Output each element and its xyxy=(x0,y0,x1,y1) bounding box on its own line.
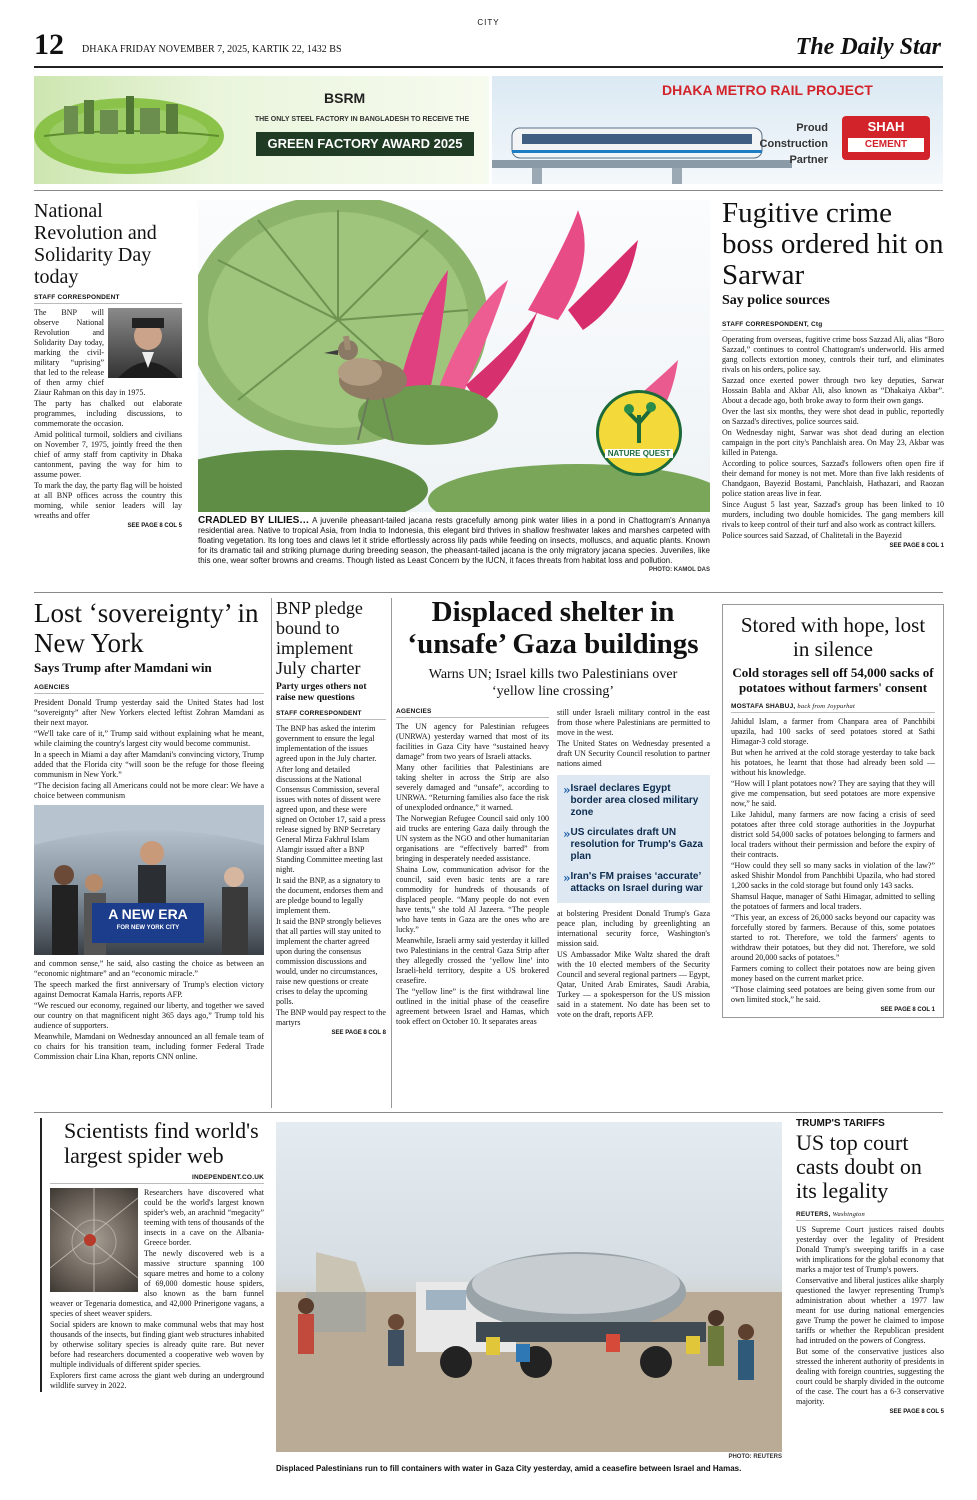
water-truck-illustration xyxy=(276,1122,782,1452)
related-item[interactable]: » Iran's FM praises ‘accurate’ attacks on Israel during war xyxy=(563,871,703,894)
sovereignty-p7: “We rescued our economy, regained our liberty, and together we saved our country on that magnificent night 365 days ago,” Trump told his audience of supporters. xyxy=(34,1001,264,1030)
potato-byline: MOSTAFA SHABUJ, back from Joypurhat xyxy=(731,703,935,713)
fugitive-p6: Since August 5 last year, Sazzad's group has been linked to 10 murders, including two double homicides. The gang members kill rivals to keep control of their turf and also work as contract killers. xyxy=(722,500,944,529)
tariffs-story xyxy=(796,1118,944,1415)
gaza-byline: AGENCIES xyxy=(396,708,549,718)
potato-p3: “How will I plant potatoes now? They are saying that they will give me compensation, but seed potatoes are more expensive now,” he said. xyxy=(731,779,935,808)
bnp-p2: After long and detailed discussions at the National Consensus Commission, several issues with notes of dissent were agreed upon, and these were signed on October 17, said a press release signed by BNP Secretary General Mirza Fakhrul Islam Alamgir issued after a BNP Standing Committee meeting last night. xyxy=(276,765,386,874)
fugitive-p5: According to police sources, Sazzad's followers often open fire if their demand for money is not met. More than five lakh residents of Chandgaon, Bayezid Bostami, Panchlaish, Hathazari, and Raozan police station areas live in fear. xyxy=(722,459,944,498)
bnp-byline: STAFF CORRESPONDENT xyxy=(276,710,386,720)
sovereignty-p1: President Donald Trump yesterday said the United States had lost “sovereignty” after New Yorkers elected leftist Zohran Mamdani as their next mayor. xyxy=(34,698,264,727)
revolution-jump[interactable]: SEE PAGE 8 COL 5 xyxy=(127,523,182,529)
caption-text: A juvenile pheasant-tailed jacana rests gracefully among pink water lilies in a pond in Chattogram's Annanya residential area. Native to tropical Asia, from India to Indonesia, this elegant bird thrives in shallow freshwater lakes and marshes carpeted with floating vegetation. Its long toes and claws let it stride effortlessly across lily pads while feeding on insects, molluscs, and aquatic plants. Known for its dramatic tail and striking plumage during breeding season, the pheasant-tailed jacana is the only migratory jacana species. Juveniles, like this one, wear softer browns and creams. Though listed as Least Concern by the IUCN, it faces threats from habitat loss and pollution. xyxy=(198,516,711,565)
related-item[interactable]: » US circulates draft UN resolution for Trump's Gaza plan xyxy=(563,827,703,862)
rally-sign-title: A NEW ERA xyxy=(108,906,188,922)
rally-sign xyxy=(92,903,204,943)
nature-quest-icon xyxy=(599,393,679,445)
related-item[interactable]: » Israel declares Egypt border area closed military zone xyxy=(563,783,699,818)
revolution-headline: National Revolution and Solidarity Day today xyxy=(34,200,157,288)
revolution-byline: STAFF CORRESPONDENT xyxy=(34,294,182,304)
tariffs-kicker: TRUMP'S TARIFFS xyxy=(796,1118,885,1129)
sovereignty-p2: “We'll take care of it,” Trump said without explaining what he meant, while claiming the country's largest city would become communist. xyxy=(34,729,264,748)
revolution-p2: The party has chalked out elaborate programmes, including discussions, to commemorate the occasion. xyxy=(34,399,182,428)
gaza-c2p2: The United States on Wednesday presented a draft UN Security Council resolution to partner nations aimed xyxy=(557,739,710,768)
potato-p6: Shamsul Haque, manager of Sathi Himagar, admitted to selling the potatoes of farmers and local traders. xyxy=(731,892,935,911)
fugitive-story xyxy=(722,198,944,549)
gaza-water-photo xyxy=(276,1122,782,1452)
revolution-p1: The BNP will observe National Revolution and Solidarity Day today, marking the civil-military “uprising” that led to the release of then army chief Ziaur Rahman on this day in 1975. xyxy=(34,308,146,397)
shah-cement-logo xyxy=(842,116,930,160)
bsrm-award: GREEN FACTORY AWARD 2025 xyxy=(256,132,474,156)
potato-p4: Like Jahidul, many farmers are now facing a crisis of seed potatoes after three cold storage authorities in the Joypurhat district sold 54,000 sacks of potatoes belonging to farmers and local traders without their permission and before the expiry of their contracts. xyxy=(731,810,935,859)
potato-p7: “This year, an excess of 26,000 sacks beyond our capacity was forcefully stored by farmers. Because of this, some potatoes started to rot. Therefore, we told the farmers' agents to withdraw their potatoes, but they did not. Therefore, we sold around 20,000 sacks of potatoes.” xyxy=(731,913,935,962)
zia-portrait xyxy=(108,308,182,378)
nature-quest-label: NATURE QUEST xyxy=(605,449,673,458)
potato-p8: Farmers coming to collect their potatoes now are being given money based on the current market price. xyxy=(731,964,935,983)
header-rule xyxy=(34,66,943,68)
metro-tag2: Construction xyxy=(759,138,828,150)
leaf-graphic xyxy=(34,76,224,184)
gaza-c2p1: still under Israeli military control in the east from those where Palestinians are permitted to move in the west. xyxy=(557,708,710,737)
fugitive-p3: Over the last six months, they were shot dead in public, reportedly on Sazzad's directives, police sources said. xyxy=(722,407,944,426)
bnp-subhead: Party urges others not raise new questions xyxy=(276,682,367,703)
gaza-related-box xyxy=(557,775,710,903)
fugitive-byline: STAFF CORRESPONDENT, Ctg xyxy=(722,321,944,331)
gaza-c1p5: Meanwhile, Israeli army said yesterday it killed two Palestinians in the central Gaza Strip after they allegedly crossed the ‘yellow line’ into Israeli-held territory, despite a US brokered ceasefire. xyxy=(396,936,549,985)
section-label: CITY xyxy=(477,18,500,27)
sovereignty-p8: Meanwhile, Mamdani on Wednesday announced an all female team of co chairs for his transition team, including former Federal Trade Commission chair Lina Khan, reports CNN online. xyxy=(34,1032,264,1061)
gaza-c2p4: US Ambassador Mike Waltz shared the draft with the 10 elected members of the Security Council and several regional partners — Egypt, Qatar, United Arab Emirates, Saudi Arabia, Turkey — a spokesperson for the US mission said in a statement. No date has been set to vote on the draft, reports AFP. xyxy=(557,950,710,1019)
divider xyxy=(391,598,392,1108)
nature-quest-badge xyxy=(596,390,682,476)
metro-tag3: Partner xyxy=(789,154,828,166)
spider-p4: Explorers first came across the giant web during an underground wildlife survey in 2022. xyxy=(50,1371,264,1390)
tariffs-p1: US Supreme Court justices raised doubts yesterday over the legality of President Donald Trump's sweeping tariffs in a case with implications for the global economy that marks a major test of Trump's powers. xyxy=(796,1225,944,1274)
portrait-icon xyxy=(108,308,182,378)
sovereignty-subhead: Says Trump after Mamdani win xyxy=(34,660,212,675)
spider-p2: The newly discovered web is a massive structure spanning 100 square metres and home to a colony of 69,000 domestic house spiders, also known as the barn funnel weaver or Tegenaria domestica, and 42,000 Prinerigone vagans, a species of sheet weaver spiders. xyxy=(50,1249,264,1318)
potato-subhead: Cold storages sell off 54,000 sacks of potatoes without farmers' consent xyxy=(732,665,934,695)
revolution-p3: Amid political turmoil, soldiers and civilians on November 7, 1975, jointly freed the then chief of army staff from captivity in Dhaka cantonment, paving the way for him to assume power. xyxy=(34,430,182,479)
bnp-p3: It said the BNP, as a signatory to the document, endorses them and are pledge bound to legally implement them. xyxy=(276,876,383,915)
sovereignty-p5: and common sense,” he said, also casting the choice as between an “economic nightmare” and an “economic miracle.” xyxy=(34,959,264,978)
ad-rule xyxy=(34,190,943,191)
jacana-caption xyxy=(198,516,710,573)
tariffs-jump[interactable]: SEE PAGE 8 COL 5 xyxy=(889,1409,944,1415)
sovereignty-byline: AGENCIES xyxy=(34,684,264,694)
spider-p3: Social spiders are known to make communal webs that may host thousands of the insects, but finding giant web structures inhabited by otherwise solitary species is already quite rare. But never before had researchers documented a cooperative web woven by multiple individuals of different spider species. xyxy=(50,1320,264,1369)
gaza-c1p2: Many other facilities that Palestinians are taking shelter in across the Strip are also severely damaged and “unsafe”, according to UNRWA. “Returning families also face the risk of unexploded ordnance,” it warned. xyxy=(396,763,549,812)
cave-photo xyxy=(50,1188,138,1292)
fugitive-headline: Fugitive crime boss ordered hit on Sarwar xyxy=(722,197,944,291)
spider-web-icon xyxy=(50,1188,138,1292)
divider xyxy=(271,598,272,1108)
bnp-charter-story xyxy=(276,598,386,1036)
bnp-jump[interactable]: SEE PAGE 8 COL 8 xyxy=(331,1030,386,1036)
potato-p1: Jahidul Islam, a farmer from Chanpara area of Panchbibi upazila, had 100 sacks of seed potatoes stored at Sathi Himagar-3 cold storage. xyxy=(731,717,935,746)
tariffs-p3: But some of the conservative justices also stressed the inherent authority of presidents in dealing with foreign countries, suggesting the court could be sharply divided in the outcome of the case. The court has a 6-3 conservative majority. xyxy=(796,1347,944,1406)
gaza-c1p1: The UN agency for Palestinian refugees (UNRWA) yesterday warned that most of its facilities in Gaza City have “sustained heavy damage” from two years of Israeli attacks. xyxy=(396,722,549,761)
mid-rule xyxy=(34,592,943,593)
sovereignty-p4: “The decision facing all Americans could not be more clear: We have a choice between communism xyxy=(34,781,264,800)
bsrm-brand: BSRM xyxy=(324,90,366,106)
tariffs-p2: Conservative and liberal justices alike sharply questioned the lawyer representing Trump's administration about whether a 1977 law meant for use during national emergencies gave Trump the power he claimed to impose tariffs or whether the Republican president had intruded on the powers of Congress. xyxy=(796,1276,944,1345)
water-photo-caption: Displaced Palestinians run to fill containers with water in Gaza City yesterday, amid a ceasefire between Israel and Hamas. xyxy=(276,1464,742,1473)
sovereignty-story xyxy=(34,598,264,1063)
fugitive-subhead: Say police sources xyxy=(722,293,830,308)
gaza-c1p6: The “yellow line” is the first withdrawal line outlined in the initial phase of the ceasefire agreement between Israel and Hamas, which took effect on October 10. It separates areas xyxy=(396,987,549,1026)
page-number: 12 xyxy=(34,28,64,61)
potato-p5: “How could they sell so many sacks in violation of the law?” asked Shishir Mondol from Panchbibi Upazila, who had stored 1,200 sacks in the cold storage but found only 143 sacks. xyxy=(731,861,935,890)
potato-jump[interactable]: SEE PAGE 8 COL 1 xyxy=(880,1007,935,1013)
potato-headline: Stored with hope, lost in silence xyxy=(740,613,926,661)
fugitive-p4: On Wednesday night, Sarwar was shot dead during an election campaign in the port city's Panchlaish area. On May 23, Akbar was killed in Patenga. xyxy=(722,428,944,457)
gaza-subhead: Warns UN; Israel kills two Palestinians over ‘yellow line crossing’ xyxy=(428,667,678,699)
metro-tag1: Proud xyxy=(796,122,828,134)
potato-p9: “Those claiming seed potatoes are being given some from our own limited stock,” he said. xyxy=(731,985,935,1004)
gaza-c2p3: at bolstering President Donald Trump's Gaza peace plan, including by greenlighting an international security force, Washington's mission said. xyxy=(557,909,710,948)
gaza-c1p4: Shaina Low, communication advisor for the council, said even basic tents are a rare commodity for hundreds of thousands of displaced people. “Many people do not even have tents,” she told Al Jazeera. “The people who have tents in Gaza are the ones who are lucky.” xyxy=(396,865,549,934)
gaza-c1p3: The Norwegian Refugee Council said only 100 aid trucks are entering Gaza daily through the UN system as the NGO and other humanitarian organisations are “effectively barred” from bringing in desperately needed assistance. xyxy=(396,814,549,863)
tariffs-headline: US top court casts doubt on its legality xyxy=(796,1130,922,1203)
gaza-headline: Displaced shelter in ‘unsafe’ Gaza buildings xyxy=(407,596,699,660)
spider-p1: Researchers have discovered what could be the world's largest known spider's web, an arachnid “megacity” teeming with tens of thousands of the insects in a cave on the Albania-Greece border. xyxy=(144,1188,264,1247)
dateline: DHAKA FRIDAY NOVEMBER 7, 2025, KARTIK 22, 1432 BS xyxy=(82,44,342,55)
jacana-credit: PHOTO: KAMOL DAS xyxy=(648,567,710,573)
rally-sign-sub: FOR NEW YORK CITY xyxy=(116,925,180,931)
fugitive-p7: Police sources said Sazzad, of Chalitetali in the Bayezid xyxy=(722,531,902,540)
spider-headline: Scientists find world's largest spider web xyxy=(64,1118,259,1168)
chevron-right-icon: » xyxy=(563,783,571,797)
spider-story xyxy=(40,1118,264,1392)
revolution-p4: To mark the day, the party flag will be hoisted at all BNP offices across the country this morning, while senior leaders will lay wreaths and offer xyxy=(34,481,182,520)
chevron-right-icon: » xyxy=(563,871,571,885)
gaza-story xyxy=(396,596,710,1028)
mamdani-photo xyxy=(34,805,264,955)
fugitive-p1: Operating from overseas, fugitive crime boss Sazzad Ali, alias “Boro Sazzad,” continues to control Chattogram's underworld. His armed gang collects extortion money, controls their turf, and eliminates rivals on his orders, police say. xyxy=(722,335,944,374)
potato-p2: But when he arrived at the cold storage yesterday to take back his potatoes, he learnt that those had already been sold — without his knowledge. xyxy=(731,748,935,777)
sovereignty-headline: Lost ‘sovereignty’ in New York xyxy=(34,598,259,658)
fugitive-p2: Sazzad once exerted power through two key deputies, Sarwar Hossain Babla and Akbar Ali, also known as “Dhakaiya Akbar”. About a decade ago, both broke away to form their own gangs. xyxy=(722,376,944,405)
chevron-right-icon: » xyxy=(563,827,571,841)
spider-byline: INDEPENDENT.CO.UK xyxy=(50,1174,264,1184)
potato-story xyxy=(722,604,944,1018)
bnp-p1: The BNP has asked the interim government to ensure the legal implementation of the issues agreed upon in the July charter. xyxy=(276,724,377,763)
fugitive-jump[interactable]: SEE PAGE 8 COL 1 xyxy=(889,543,944,549)
caption-lead: CRADLED BY LILIES… xyxy=(198,515,310,526)
bsrm-ad[interactable] xyxy=(34,76,489,184)
metro-title: DHAKA METRO RAIL PROJECT xyxy=(662,82,873,98)
water-photo-credit: PHOTO: REUTERS xyxy=(728,1454,782,1460)
bnp-p5: The BNP would pay respect to the martyrs xyxy=(276,1008,386,1027)
cement-text: CEMENT xyxy=(848,138,924,152)
bsrm-line1: THE ONLY STEEL FACTORY IN BANGLADESH TO RECEIVE THE xyxy=(254,116,470,123)
sovereignty-p6: The speech marked the first anniversary of Trump's election victory against Democrat Kamala Harris, reports AFP. xyxy=(34,980,264,999)
masthead: The Daily Star xyxy=(795,34,941,60)
bnp-p4: It said the BNP strongly believes that all parties will stay united to implement the charter agreed upon during the consensus commission discussions and would, under no circumstances, raise new questions or create crises to delay the upcoming polls. xyxy=(276,917,382,1006)
bnp-headline: BNP pledge bound to implement July charter xyxy=(276,598,363,678)
lower-rule xyxy=(34,1112,943,1113)
jacana-photo xyxy=(198,200,710,512)
tariffs-byline: REUTERS, Washington xyxy=(796,1211,944,1221)
metro-ad[interactable] xyxy=(492,76,943,184)
sovereignty-p3: In a speech in Miami a day after Mamdani's convincing victory, Trump added that the Florida city “will soon be the refuge for those fleeing communism in New York.” xyxy=(34,750,264,779)
shah-text: SHAH xyxy=(867,119,905,134)
revolution-story xyxy=(34,200,182,529)
